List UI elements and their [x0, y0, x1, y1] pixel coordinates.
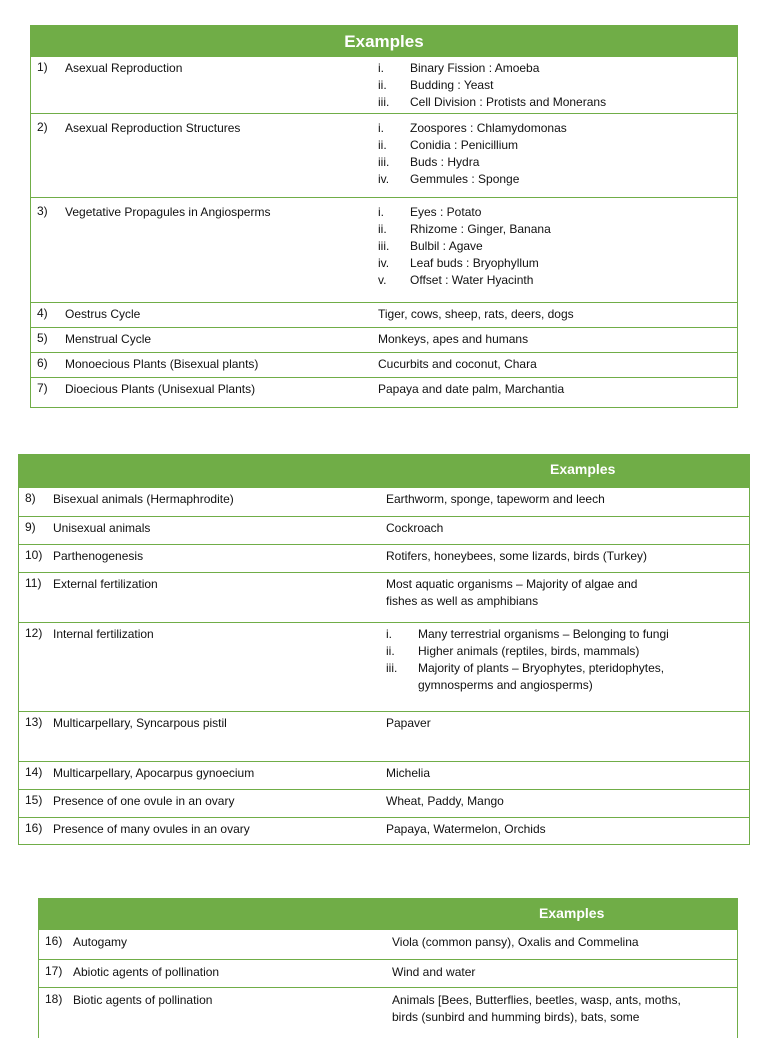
examples-table-1	[30, 25, 738, 408]
header-examples: Examples	[550, 461, 616, 477]
row-examples	[392, 992, 732, 1026]
row-examples	[386, 576, 736, 610]
text-line: Most aquatic organisms – Majority of algae and	[386, 577, 638, 591]
list-text: Rhizome : Ginger, Banana	[410, 222, 551, 236]
row-number: 14)	[25, 765, 43, 779]
list-item	[386, 660, 741, 677]
row-examples: Papaya, Watermelon, Orchids	[386, 822, 546, 836]
row-examples: Michelia	[386, 766, 431, 780]
list-marker: ii.	[378, 138, 387, 152]
row-label: Vegetative Propagules in Angiosperms	[65, 205, 271, 219]
row-number: 1)	[37, 60, 48, 74]
row-number: 5)	[37, 331, 48, 345]
row-label: External fertilization	[53, 577, 158, 591]
row-examples: Cucurbits and coconut, Chara	[378, 357, 537, 371]
row-label: Asexual Reproduction Structures	[65, 121, 241, 135]
row-examples: Papaver	[386, 716, 431, 730]
text-line: fishes as well as amphibians	[386, 594, 539, 608]
row-label: Autogamy	[73, 935, 128, 949]
row-examples	[378, 60, 728, 111]
list-marker: i.	[378, 205, 384, 219]
table-header	[39, 899, 737, 930]
list-text: Bulbil : Agave	[410, 239, 483, 253]
table-row	[31, 57, 737, 113]
list-marker: iii.	[386, 661, 398, 675]
table-row	[31, 327, 737, 352]
row-examples: Cockroach	[386, 521, 444, 535]
list-item	[386, 643, 741, 660]
list-text: Eyes : Potato	[410, 205, 482, 219]
list-text: Buds : Hydra	[410, 155, 480, 169]
list-text: Conidia : Penicillium	[410, 138, 519, 152]
row-number: 15)	[25, 793, 43, 807]
row-number: 12)	[25, 626, 43, 640]
row-number: 13)	[25, 715, 43, 729]
row-label: Bisexual animals (Hermaphrodite)	[53, 492, 234, 506]
list-item	[378, 221, 728, 238]
table-row	[39, 959, 737, 987]
list-item	[378, 255, 728, 272]
list-item	[378, 204, 728, 221]
table-row	[31, 377, 737, 402]
list-item	[378, 60, 728, 77]
row-examples: Papaya and date palm, Marchantia	[378, 382, 565, 396]
table-row	[31, 302, 737, 327]
list-marker: iv.	[378, 172, 390, 186]
table-row	[31, 352, 737, 377]
header-examples: Examples	[344, 32, 424, 51]
table-row	[19, 711, 749, 761]
row-number: 4)	[37, 306, 48, 320]
row-number: 3)	[37, 204, 48, 218]
list-marker: iii.	[378, 95, 390, 109]
table-row	[19, 622, 749, 711]
row-label: Internal fertilization	[53, 627, 154, 641]
row-examples: Wind and water	[392, 965, 476, 979]
row-label: Menstrual Cycle	[65, 332, 152, 346]
list-marker: i.	[378, 61, 384, 75]
list-marker: i.	[386, 627, 392, 641]
row-label: Abiotic agents of pollination	[73, 965, 220, 979]
list-marker: ii.	[378, 222, 387, 236]
list-item	[378, 238, 728, 255]
text-line: birds (sunbird and humming birds), bats, some	[392, 1010, 640, 1024]
list-item	[378, 137, 728, 154]
row-number: 17)	[45, 964, 63, 978]
list-item	[378, 94, 728, 111]
row-label: Oestrus Cycle	[65, 307, 141, 321]
list-text: Binary Fission : Amoeba	[410, 61, 540, 75]
list-text: Many terrestrial organisms – Belonging to fungi	[418, 627, 669, 641]
row-number: 10)	[25, 548, 43, 562]
examples-table-2	[18, 454, 750, 845]
row-label: Parthenogenesis	[53, 549, 144, 563]
list-item	[386, 677, 741, 694]
table-row	[19, 516, 749, 544]
list-marker: ii.	[386, 644, 395, 658]
row-number: 2)	[37, 120, 48, 134]
header-examples: Examples	[539, 905, 605, 921]
table-row	[19, 817, 749, 844]
list-item	[386, 626, 741, 643]
list-text: Leaf buds : Bryophyllum	[410, 256, 539, 270]
row-label: Presence of one ovule in an ovary	[53, 794, 235, 808]
row-label: Dioecious Plants (Unisexual Plants)	[65, 382, 256, 396]
row-label: Monoecious Plants (Bisexual plants)	[65, 357, 259, 371]
row-number: 9)	[25, 520, 36, 534]
table-header	[19, 455, 749, 488]
row-number: 8)	[25, 491, 36, 505]
row-examples: Monkeys, apes and humans	[378, 332, 529, 346]
table-row	[19, 761, 749, 789]
list-text: Offset : Water Hyacinth	[410, 273, 534, 287]
row-label: Biotic agents of pollination	[73, 993, 213, 1007]
row-examples: Tiger, cows, sheep, rats, deers, dogs	[378, 307, 574, 321]
row-examples	[378, 204, 728, 289]
row-examples: Viola (common pansy), Oxalis and Commelina	[392, 935, 639, 949]
row-examples: Rotifers, honeybees, some lizards, birds (Turkey)	[386, 549, 647, 563]
list-text: Zoospores : Chlamydomonas	[410, 121, 567, 135]
row-label: Multicarpellary, Apocarpus gynoecium	[53, 766, 255, 780]
table-row	[19, 789, 749, 817]
list-text: Cell Division : Protists and Monerans	[410, 95, 607, 109]
row-label: Asexual Reproduction	[65, 61, 183, 75]
row-number: 11)	[25, 576, 42, 590]
list-marker: iii.	[378, 155, 390, 169]
row-examples	[386, 626, 741, 694]
row-number: 7)	[37, 381, 48, 395]
list-item	[378, 154, 728, 171]
table-row	[39, 930, 737, 959]
table-row	[19, 488, 749, 516]
table-row	[19, 544, 749, 572]
list-marker: iv.	[378, 256, 390, 270]
row-examples	[378, 120, 728, 188]
row-label: Presence of many ovules in an ovary	[53, 822, 250, 836]
list-text: Higher animals (reptiles, birds, mammals)	[418, 644, 640, 658]
list-item	[378, 171, 728, 188]
row-examples: Earthworm, sponge, tapeworm and leech	[386, 492, 605, 506]
list-text: Majority of plants – Bryophytes, pteridophytes,	[418, 661, 665, 675]
list-text: Gemmules : Sponge	[410, 172, 520, 186]
table-row	[31, 113, 737, 197]
list-text: gymnosperms and angiosperms)	[418, 678, 593, 692]
row-number: 16)	[45, 934, 63, 948]
row-number: 18)	[45, 992, 63, 1006]
text-line: Animals [Bees, Butterflies, beetles, wasp, ants, moths,	[392, 993, 681, 1007]
table-header	[31, 26, 737, 57]
row-number: 16)	[25, 821, 43, 835]
list-text: Budding : Yeast	[410, 78, 494, 92]
list-marker: v.	[378, 273, 387, 287]
row-number: 6)	[37, 356, 48, 370]
list-marker: ii.	[378, 78, 387, 92]
list-marker: i.	[378, 121, 384, 135]
row-examples: Wheat, Paddy, Mango	[386, 794, 504, 808]
table-row	[39, 987, 737, 1037]
list-marker: iii.	[378, 239, 390, 253]
table-row	[31, 197, 737, 302]
list-item	[378, 120, 728, 137]
list-marker	[386, 677, 418, 694]
table-row	[19, 572, 749, 622]
list-item	[378, 77, 728, 94]
row-label: Unisexual animals	[53, 521, 151, 535]
examples-table-3	[38, 898, 738, 1038]
list-item	[378, 272, 728, 289]
row-label: Multicarpellary, Syncarpous pistil	[53, 716, 227, 730]
